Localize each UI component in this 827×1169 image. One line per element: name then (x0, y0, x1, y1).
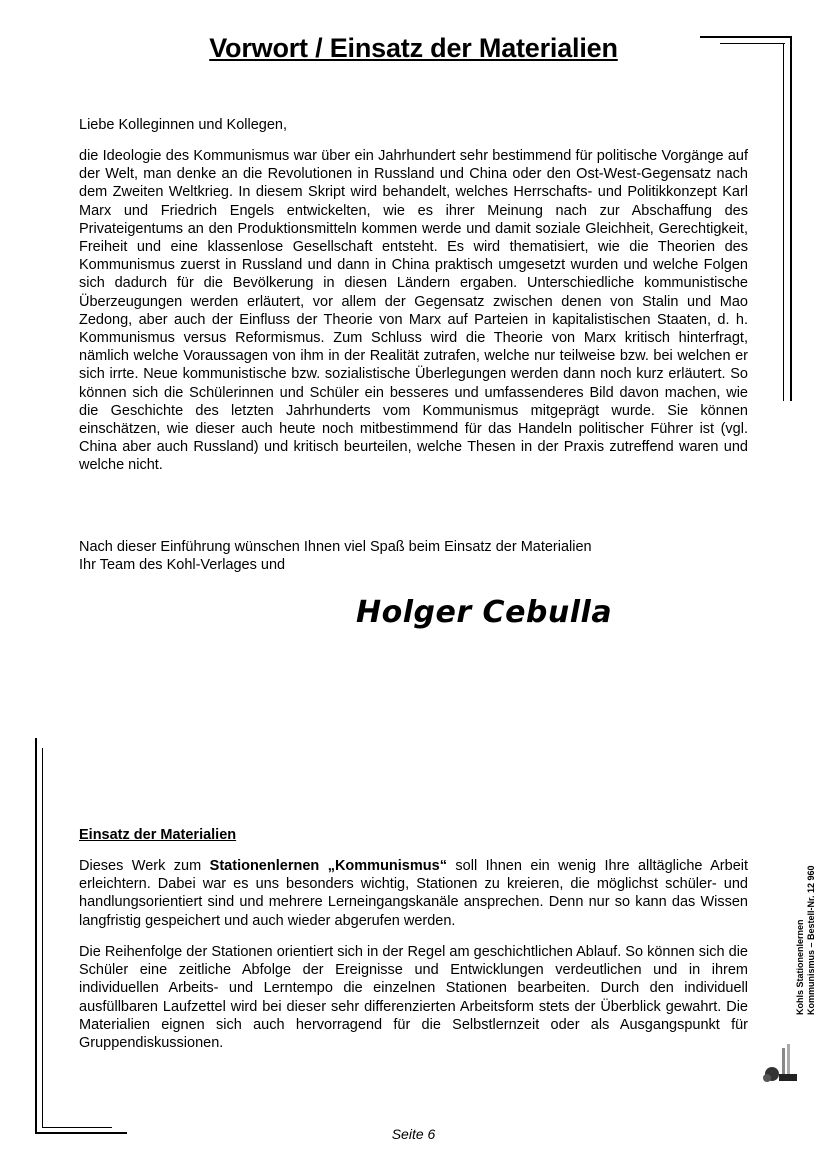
frame-top-right-vertical-inner (783, 43, 784, 401)
intro-paragraph: die Ideologie des Kommunismus war über ein Jahrhundert sehr bestimmend für politische Vorgänge auf der Welt, man denke an die Revolutionen in Russland und China oder den Ost-West-Gegensatz nach dem Zweiten Weltkrieg. In diesem Skript wird behandelt, welches Herrschafts- und Politikkonzept Karl Marx und Friedrich Engels entwickelten, wie es ihrer Meinung nach zur Abschaffung des Privateigentums an den Produktionsmitteln kommen werde und damit soziale Gleichheit, Gerechtigkeit, Freiheit und eine klassenlose Gesellschaft entsteht. Es wird thematisiert, wie die Theorien des Kommunismus zuerst in Russland und dann in China praktisch umgesetzt wurden und welche Folgen sich dadurch für die Bevölkerung in diesen Ländern ergaben. Unterschiedliche kommunistische Überzeugungen werden erläutert, vor allem der Gegensatz zwischen denen von Stalin und Mao Zedong, aber auch der Einfluss der Theorie von Marx auf Parteien in kapitalistischen Staaten, d. h. Kommunismus versus Reformismus. Zum Schluss wird die Theorie von Marx kritisch hinterfragt, nämlich welche Voraussagen von ihm in der Realität zutrafen, welche nur teilweise bzw. bei welchen er sich irrte. Neue kommunistische bzw. sozialistische Überlegungen werden dann noch kurz erläutert. So können sich die Schülerinnen und Schüler ein besseres und umfassenderes Bild davon machen, wie die Geschichte des letzten Jahrhunderts vom Kommunismus mitgeprägt wurde. Sie können einschätzen, wie dieser auch heute noch mitbestimmend für das Handeln politischer Führer ist (vgl. China aber auch Russland) und kritisch beurteilen, welche Thesen in der Praxis zutreffend waren und welche nicht. (79, 148, 748, 474)
signature: Holger Cebulla (356, 595, 613, 630)
section-heading: Einsatz der Materialien (79, 827, 237, 843)
usage-paragraph-1-end: soll Ihnen ein wenig Ihre alltägliche Arbeit erleichtern. Dabei war es uns besonders wichtig, Stationen zu kreieren, die möglichst schüler- und handlungsorientiert sind und mehrere Lerneingangskanäle ansprechen. Denn nur so kann das Wissen langfristig gespeichert und auch wieder abgerufen werden. (79, 858, 749, 929)
frame-bottom-left-vertical-outer (35, 738, 37, 1134)
salutation: Liebe Kolleginnen und Kollegen, (79, 117, 288, 133)
frame-top-right-horizontal-outer (700, 36, 792, 38)
page-number: Seite 6 (391, 1126, 436, 1142)
usage-paragraph-1-bold: Stationenlernen „Kommunismus“ (209, 858, 447, 874)
closing-line-2: Ihr Team des Kohl-Verlages und (79, 557, 286, 574)
usage-paragraph-2: Die Reihenfolge der Stationen orientiert sich in der Regel am geschichtlichen Ablauf. So können sich die Schüler eine zeitliche Abfolge der Ereignisse und Entwicklungen verdeutlichen und in ihrem individuellen Arbeits- und Lerntempo die einzelnen Stationen bearbeiten. Durch den individuell ausfüllbaren Laufzettel wird bei dieser sehr differenzierten Arbeitsform stets der Überblick gewahrt. Die Materialien eignen sich auch hervorragend für die Selbstlernzeit oder als Ausgangspunkt für Gruppendiskussionen. (79, 944, 748, 1052)
side-line-2: Kommunismus – Bestell-Nr. 12 960 (806, 865, 816, 1015)
side-publisher-info (795, 865, 817, 1015)
closing-line-1: Nach dieser Einführung wünschen Ihnen viel Spaß beim Einsatz der Materialien (79, 539, 592, 555)
frame-top-right-vertical-outer (790, 36, 792, 401)
usage-paragraph-1 (79, 857, 748, 930)
closing-block (79, 538, 592, 574)
page-title: Vorwort / Einsatz der Materialien (209, 33, 618, 63)
frame-top-right-horizontal-inner (720, 43, 785, 44)
usage-paragraph-1-start: Dieses Werk zum (79, 858, 210, 874)
side-line-1: Kohls Stationenlernen (795, 919, 805, 1015)
publisher-logo (760, 1040, 800, 1086)
frame-bottom-left-vertical-inner (42, 748, 43, 1128)
